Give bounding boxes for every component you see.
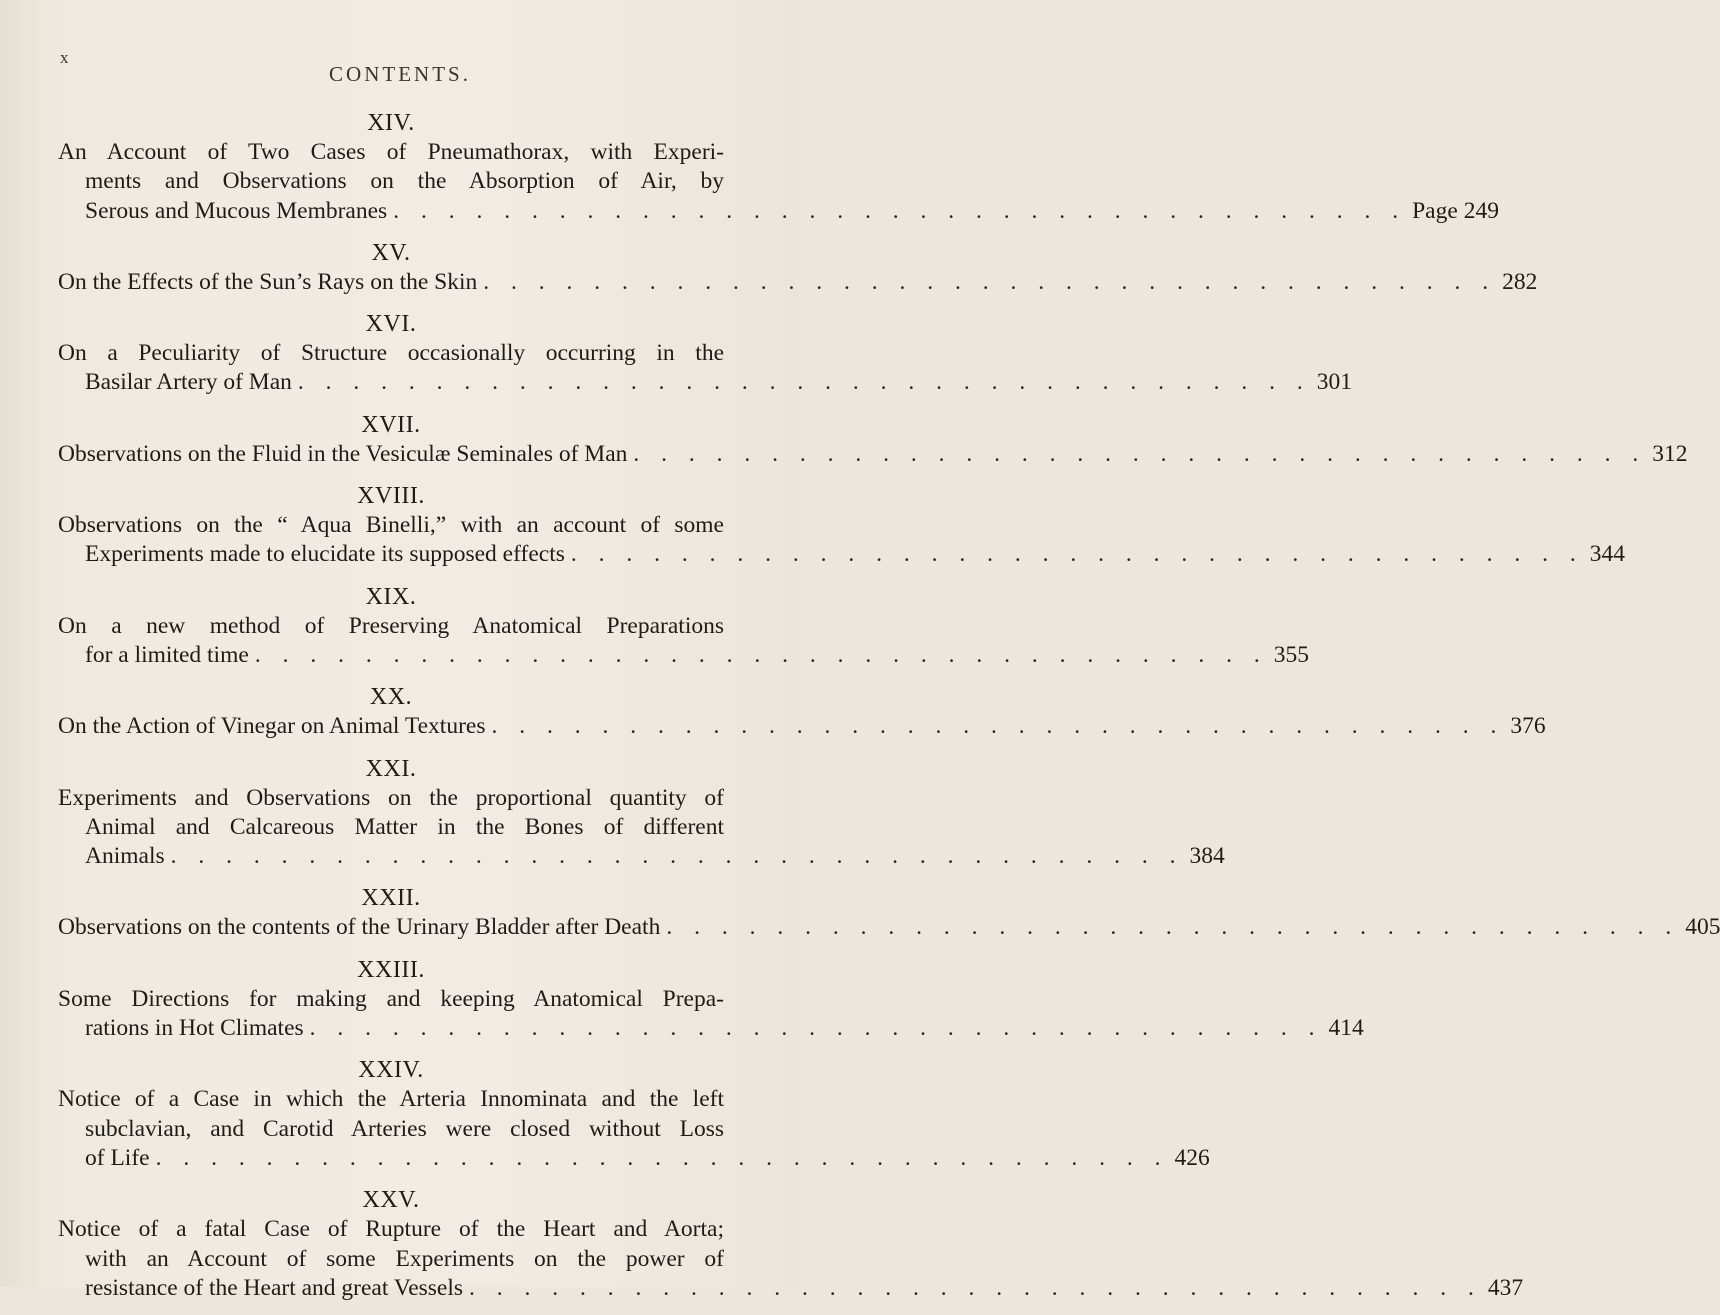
title-text: On the Effects of the Sun’s Rays on the Skin	[58, 268, 478, 295]
title-text: On the Action of Vinegar on Animal Textures	[58, 713, 486, 740]
toc-entry	[58, 410, 1688, 469]
title-line	[58, 813, 724, 842]
entry-title	[58, 339, 1353, 398]
dot-leader: . . . . . . . . . . . . . . . . . . . . . . . . . . . . . . . . . . . . .	[633, 440, 1647, 467]
title-line	[58, 511, 724, 540]
page-number: 301	[1316, 369, 1353, 396]
title-text: with an Account of some Experiments on the power of	[85, 1245, 724, 1272]
title-text: Animal and Calcareous Matter in the Bones of different	[85, 813, 724, 840]
page-number: 249	[1463, 197, 1499, 224]
toc-entry	[58, 481, 1625, 570]
page-number: 437	[1487, 1274, 1524, 1301]
chapter-numeral: XXI.	[365, 755, 417, 782]
title-line	[58, 268, 1538, 297]
toc-entry	[58, 1055, 1210, 1173]
dot-leader: . . . . . . . . . . . . . . . . . . . . . . . . . . . . . . . . . . . . .	[483, 268, 1497, 295]
dot-leader: . . . . . . . . . . . . . . . . . . . . . . . . . . . . . . . . . . . . .	[491, 713, 1505, 740]
title-line	[58, 612, 724, 641]
title-line	[58, 540, 1625, 569]
chapter-numeral: XXIV.	[358, 1057, 424, 1084]
title-line	[58, 842, 1225, 871]
dot-leader: . . . . . . . . . . . . . . . . . . . . . . . . . . . . . . . . . . . . .	[254, 641, 1268, 668]
chapter-numeral: XXV.	[362, 1187, 420, 1214]
page-number: 312	[1652, 440, 1688, 467]
entry-title	[58, 985, 1364, 1044]
title-line	[58, 368, 1353, 397]
title-text: Basilar Artery of Man	[85, 369, 292, 396]
title-line	[58, 339, 724, 368]
title-line	[58, 784, 724, 813]
title-text: subclavian, and Carotid Arteries were closed without Loss	[85, 1115, 724, 1142]
page-number: 282	[1502, 268, 1538, 295]
page-number: 414	[1328, 1015, 1364, 1042]
title-line	[58, 913, 1720, 942]
entry-title	[58, 440, 1688, 469]
entry-title	[58, 784, 1225, 872]
title-line	[58, 138, 724, 167]
chapter-numeral: XIV.	[367, 110, 415, 136]
chapter-numeral: XVIII.	[357, 483, 425, 510]
running-head: CONTENTS.	[329, 62, 471, 86]
title-line	[58, 197, 1499, 226]
title-text: Observations on the “ Aqua Binelli,” with an account of some	[58, 512, 724, 539]
title-line	[58, 1014, 1364, 1043]
chapter-numeral: XXII.	[361, 885, 421, 912]
dot-leader: . . . . . . . . . . . . . . . . . . . . . . . . . . . . . . . . . . . . .	[170, 843, 1184, 870]
toc-entry	[58, 108, 1499, 226]
page-number: 376	[1510, 713, 1546, 740]
page-prefix: Page	[1412, 197, 1458, 224]
page-number: 355	[1273, 641, 1309, 668]
title-line	[58, 985, 724, 1014]
entry-title	[58, 138, 1499, 226]
chapter-numeral: XIX.	[365, 583, 417, 610]
title-text: An Account of Two Cases of Pneumathorax, with Experi-	[58, 139, 724, 165]
toc-entry	[58, 955, 1364, 1044]
title-line	[58, 440, 1688, 469]
dot-leader: . . . . . . . . . . . . . . . . . . . . . . . . . . . . . . . . . . . . .	[666, 914, 1680, 941]
toc-entry	[58, 682, 1546, 741]
page-number: 384	[1189, 843, 1225, 870]
title-text: resistance of the Heart and great Vessels	[85, 1274, 464, 1301]
title-text: Observations on the Fluid in the Vesiculæ Seminales of Man	[58, 440, 628, 467]
title-line	[58, 1085, 724, 1114]
title-text: Observations on the contents of the Urinary Bladder after Death	[58, 914, 661, 941]
title-line	[58, 1115, 724, 1144]
entry-title	[58, 913, 1720, 942]
toc-entry	[58, 309, 1353, 398]
title-text: Notice of a Case in which the Arteria Innominata and the left	[58, 1086, 724, 1113]
entry-title	[58, 268, 1538, 297]
title-line	[58, 1215, 724, 1244]
toc-entry	[58, 582, 1309, 671]
dot-leader: . . . . . . . . . . . . . . . . . . . . . . . . . . . . . . . . . . . . .	[309, 1015, 1323, 1042]
title-line	[58, 1274, 1524, 1303]
title-text: Some Directions for making and keeping Anatomical Prepa-	[58, 985, 724, 1012]
dot-leader: . . . . . . . . . . . . . . . . . . . . . . . . . . . . . . . . . . . . .	[393, 197, 1407, 224]
dot-leader: . . . . . . . . . . . . . . . . . . . . . . . . . . . . . . . . . . . . .	[155, 1144, 1169, 1171]
page-number: 344	[1589, 541, 1625, 568]
folio-number: x	[60, 48, 69, 67]
title-line	[58, 1245, 724, 1274]
chapter-numeral: XVII.	[361, 411, 421, 438]
title-text: rations in Hot Climates	[85, 1015, 304, 1042]
chapter-numeral: XV.	[371, 239, 411, 266]
title-line	[58, 712, 1546, 741]
table-of-contents	[58, 108, 1720, 1315]
page-number: 405	[1685, 914, 1720, 941]
chapter-numeral: XXIII.	[357, 956, 425, 983]
toc-entry	[58, 883, 1720, 942]
title-text: of Life	[85, 1144, 150, 1171]
title-line	[58, 167, 724, 196]
title-line	[58, 1144, 1210, 1173]
title-text: ments and Observations on the Absorption of Air, by	[85, 168, 724, 195]
entry-title	[58, 712, 1546, 741]
entry-title	[58, 1085, 1210, 1173]
toc-entry	[58, 238, 1538, 297]
title-text: On a new method of Preserving Anatomical Preparations	[58, 612, 724, 639]
title-text: On a Peculiarity of Structure occasionally occurring in the	[58, 340, 724, 367]
dot-leader: . . . . . . . . . . . . . . . . . . . . . . . . . . . . . . . . . . . . .	[469, 1274, 1482, 1301]
chapter-numeral: XX.	[369, 684, 413, 711]
page-number: 426	[1174, 1144, 1210, 1171]
entry-title	[58, 1215, 1524, 1303]
title-text: Notice of a fatal Case of Rupture of the Heart and Aorta;	[58, 1216, 724, 1243]
toc-entry	[58, 1185, 1524, 1303]
dot-leader: . . . . . . . . . . . . . . . . . . . . . . . . . . . . . . . . . . . . .	[570, 541, 1584, 568]
title-text: for a limited time	[85, 641, 249, 668]
title-text: Serous and Mucous Membranes	[85, 197, 388, 224]
chapter-numeral: XVI.	[365, 311, 417, 338]
entry-title	[58, 612, 1309, 671]
title-line	[58, 641, 1309, 670]
title-text: Animals	[85, 843, 165, 870]
toc-entry	[58, 754, 1225, 872]
title-text: Experiments and Observations on the proportional quantity of	[58, 784, 724, 811]
entry-title	[58, 511, 1625, 570]
title-text: Experiments made to elucidate its supposed effects	[85, 541, 565, 568]
dot-leader: . . . . . . . . . . . . . . . . . . . . . . . . . . . . . . . . . . . . .	[297, 369, 1311, 396]
